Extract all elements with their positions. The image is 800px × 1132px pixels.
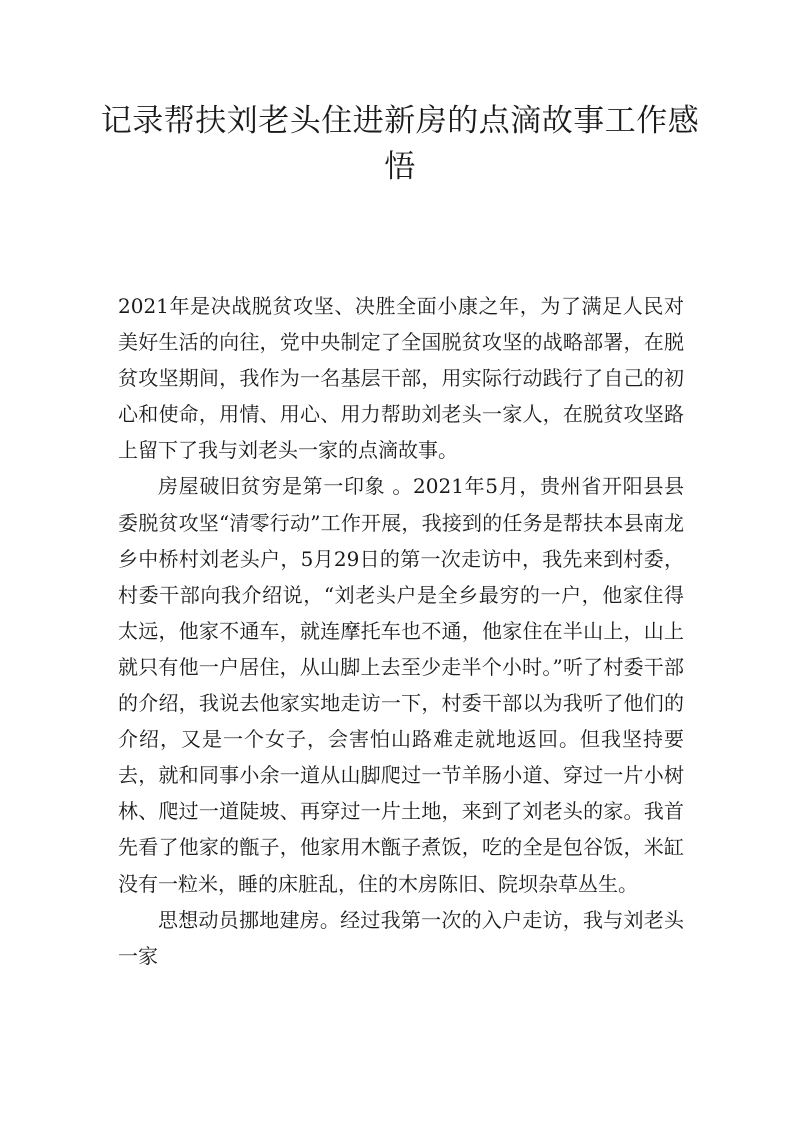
document-body [118, 288, 684, 974]
document-title: 记录帮扶刘老头住进新房的点滴故事工作感悟 [100, 103, 700, 185]
paragraph-mobilization: 思想动员挪地建房。经过我第一次的入户走访，我与刘老头一家 [118, 907, 684, 968]
paragraph-intro: 2021年是决战脱贫攻坚、决胜全面小康之年，为了满足人民对美好生活的向往，党中央制定了全国脱贫攻坚的战略部署，在脱贫攻坚期间，我作为一名基层干部，用实际行动践行了自己的初心和使命，用情、用心、用力帮助刘老头一家人，在脱贫攻坚路上留下了我与刘老头一家的点滴故事。 [118, 294, 684, 463]
paragraph-first-impression: 房屋破旧贫穷是第一印象 。2021年5月，贵州省开阳县县委脱贫攻坚“清零行动”工作开展，我接到的任务是帮扶本县南龙乡中桥村刘老头户，5月29日的第一次走访中，我先来到村委，村委干部向我介绍说，“刘老头户是全乡最穷的一户，他家住得太远，他家不通车，就连摩托车也不通，他家住在半山上，山上就只有他一户居住，从山脚上去至少走半个小时。”听了村委干部的介绍，我说去他家实地走访一下，村委干部以为我听了他们的介绍，又是一个女子，会害怕山路难走就地返回。但我坚持要去，就和同事小余一道从山脚爬过一节羊肠小道、穿过一片小树林、爬过一道陡坡、再穿过一片土地，来到了刘老头的家。我首先看了他家的甑子，他家用木甑子煮饭，吃的全是包谷饭，米缸没有一粒米，睡的床脏乱，住的木房陈旧、院坝杂草丛生。 [118, 474, 684, 896]
